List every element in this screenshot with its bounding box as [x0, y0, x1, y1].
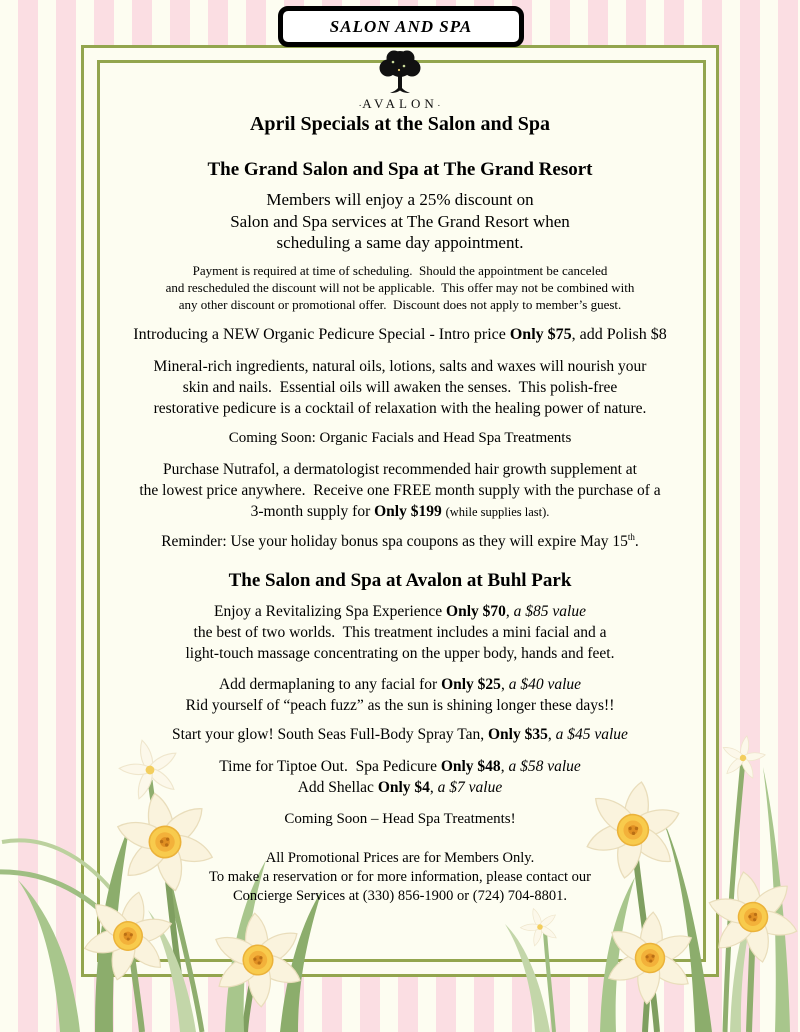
- dermaplaning-price-line: Add dermaplaning to any facial for Only $25, a $40 value: [218, 675, 582, 693]
- section-heading-buhl-park: The Salon and Spa at Avalon at Buhl Park: [228, 569, 572, 591]
- nutrafol-paragraph: [100, 459, 700, 523]
- tree-icon: [371, 49, 429, 95]
- footer-contact-paragraph: [100, 849, 700, 906]
- revitalizing-description-line: the best of two worlds. This treatment includes a mini facial and a: [193, 623, 607, 641]
- dermaplaning-paragraph: [100, 674, 700, 716]
- coming-soon-head-spa-line: Coming Soon – Head Spa Treatments!: [284, 810, 516, 827]
- logo-left-ornament: .: [358, 98, 363, 108]
- revitalizing-spa-paragraph: [100, 601, 700, 664]
- avalon-logo: [0, 49, 800, 112]
- fine-print-line: Payment is required at time of scheduling. Should the appointment be canceled: [192, 262, 608, 278]
- pedicure-description-line: skin and nails. Essential oils will awaken the senses. This polish-free: [182, 378, 618, 396]
- dermaplaning-peach-fuzz-line: Rid yourself of “peach fuzz” as the sun is shining longer these days!!: [185, 696, 615, 714]
- members-discount-paragraph: [100, 189, 700, 254]
- nutrafol-line: the lowest price anywhere. Receive one FREE month supply with the purchase of a: [139, 481, 661, 499]
- shellac-price-line: Add Shellac Only $4, a $7 value: [297, 778, 503, 796]
- spray-tan-promo-line: Start your glow! South Seas Full-Body Spray Tan, Only $35, a $45 value: [172, 725, 628, 743]
- tiptoe-pedicure-price-line: Time for Tiptoe Out. Spa Pedicure Only $48, a $58 value: [219, 757, 581, 775]
- footer-reservation-line: To make a reservation or for more information, please contact our: [209, 868, 591, 885]
- tiptoe-pedicure-paragraph: [100, 756, 700, 798]
- footer-members-only-line: All Promotional Prices are for Members Only.: [265, 849, 535, 866]
- footer-phone-line: Concierge Services at (330) 856-1900 or (724) 704-8801.: [233, 887, 567, 904]
- coming-soon-organic-line: Coming Soon: Organic Facials and Head Spa Treatments: [228, 429, 572, 446]
- revitalizing-description-line: light-touch massage concentrating on the upper body, hands and feet.: [185, 644, 615, 662]
- pedicure-description-line: restorative pedicure is a cocktail of relaxation with the healing power of nature.: [153, 399, 647, 417]
- logo-wordmark: [359, 96, 441, 112]
- members-discount-line: Members will enjoy a 25% discount on: [266, 190, 534, 209]
- page-title: April Specials at the Salon and Spa: [249, 113, 551, 135]
- coupon-reminder-line: Reminder: Use your holiday bonus spa coupons as they will expire May 15th.: [161, 531, 639, 550]
- logo-name: AVALON: [362, 96, 438, 111]
- section-heading-grand-resort: The Grand Salon and Spa at The Grand Resort: [207, 159, 593, 180]
- banner-label: SALON AND SPA: [329, 16, 473, 36]
- fine-print-paragraph: [100, 262, 700, 313]
- nutrafol-price-line: 3-month supply for Only $199 (while supplies last).: [250, 502, 550, 520]
- flyer-content: [100, 112, 700, 906]
- pedicure-description-line: Mineral-rich ingredients, natural oils, lotions, salts and waxes will nourish your: [153, 357, 647, 375]
- members-discount-line: Salon and Spa services at The Grand Resort when: [230, 211, 570, 231]
- fine-print-line: and rescheduled the discount will not be applicable. This offer may not be combined with: [165, 279, 635, 295]
- nutrafol-line: Purchase Nutrafol, a dermatologist recommended hair growth supplement at: [163, 460, 637, 478]
- pedicure-description-paragraph: [100, 356, 700, 419]
- salon-banner: [278, 6, 524, 47]
- members-discount-line: scheduling a same day appointment.: [276, 233, 524, 252]
- organic-pedicure-promo-line: Introducing a NEW Organic Pedicure Special - Intro price Only $75, add Polish $8: [133, 325, 667, 343]
- fine-print-line: any other discount or promotional offer. Discount does not apply to member’s guest.: [178, 296, 622, 312]
- logo-right-ornament: .: [437, 98, 442, 108]
- revitalizing-price-line: Enjoy a Revitalizing Spa Experience Only $70, a $85 value: [214, 602, 586, 620]
